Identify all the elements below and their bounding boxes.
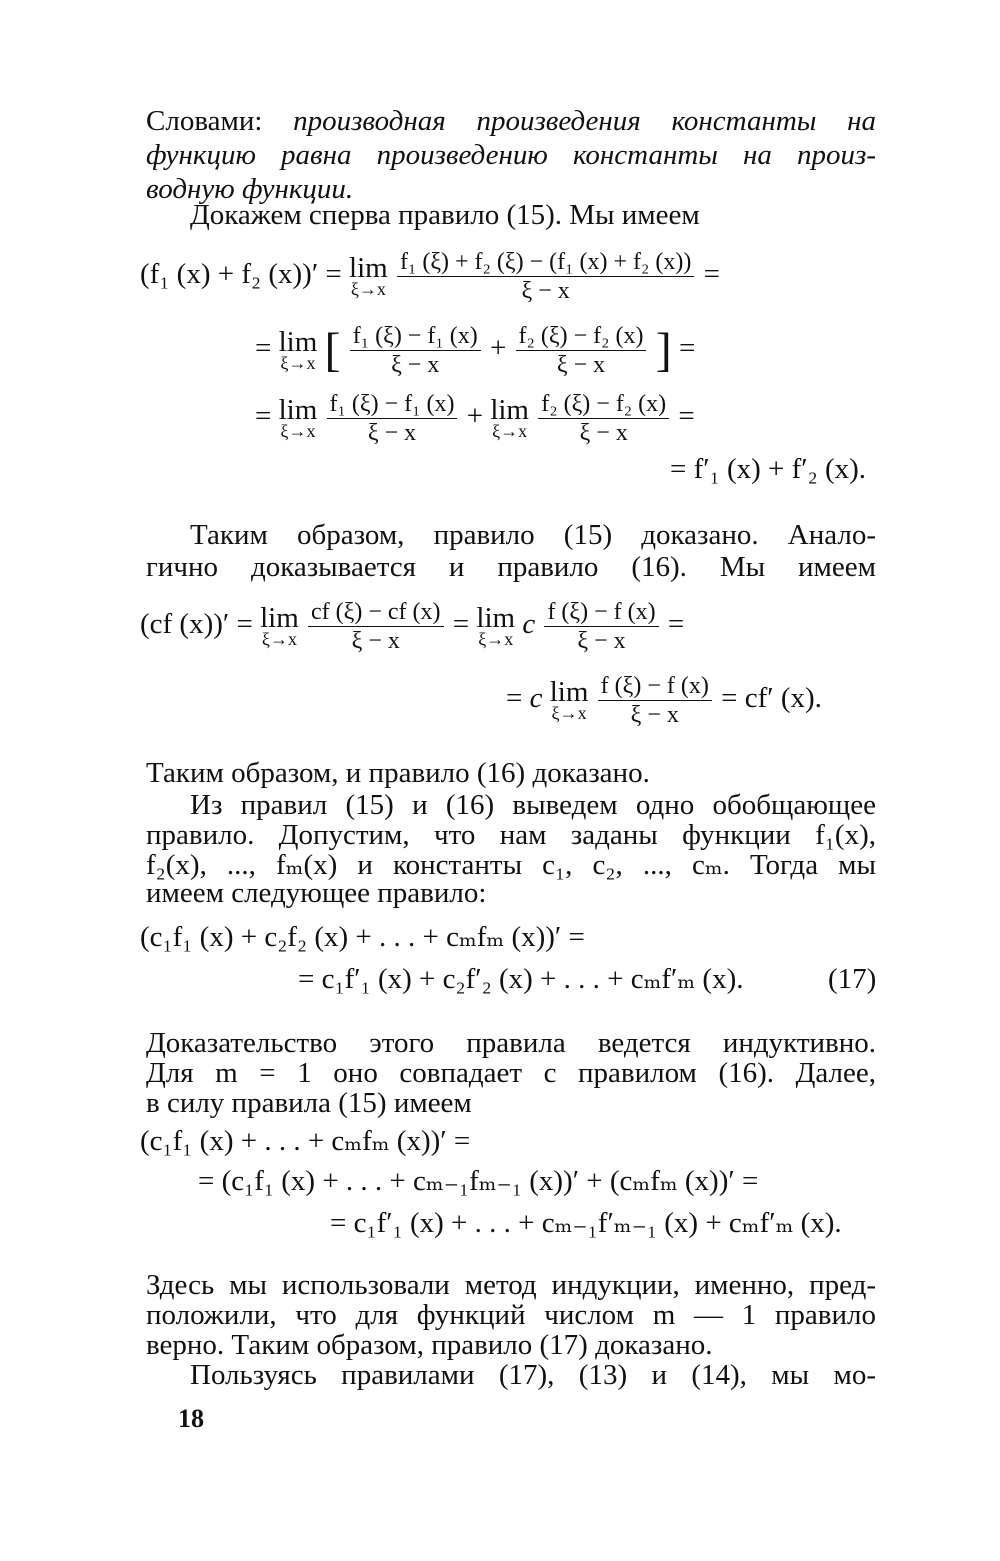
- text-line: гично доказывается и правило (16). Мы имеем: [146, 551, 876, 583]
- equation-sum-rule-line1: (f₁ (x) + f₂ (x))′ = lim ξ→x $\frac{\text{f₁ (ξ) + f₂ (ξ) − (f₁ (x) + f₂ (x))}}{\xi - x}$ =: [140, 249, 720, 304]
- text-line: Из правил (15) и (16) выведем одно обобщающее: [190, 789, 876, 821]
- text-line: Докажем сперва правило (15). Мы имеем: [190, 199, 700, 231]
- text-line: Таким образом, и правило (16) доказано.: [146, 757, 650, 789]
- text-line: имеем следующее правило:: [146, 877, 487, 909]
- text-line: f₂(x), ..., fₘ(x) и константы c₁, c₂, ..., cₘ. Тогда мы: [146, 849, 876, 881]
- text-line: Доказательство этого правила ведется индуктивно.: [146, 1027, 876, 1059]
- equation-induction-line1: (c₁f₁ (x) + . . . + cₘfₘ (x))′ =: [140, 1125, 471, 1157]
- equation-induction-line2: = (c₁f₁ (x) + . . . + cₘ₋₁fₘ₋₁ (x))′ + (cₘfₘ (x))′ =: [198, 1165, 759, 1197]
- equation-17-line1: (c₁f₁ (x) + c₂f₂ (x) + . . . + cₘfₘ (x))′ =: [140, 921, 585, 953]
- text-line: положили, что для функций числом m — 1 правило: [146, 1299, 876, 1331]
- limit-operator: lim ξ→x: [349, 251, 388, 299]
- text-line: Здесь мы использовали метод индукции, именно, пред-: [146, 1269, 876, 1301]
- fraction: $\frac{\text{f₁ (ξ) + f₂ (ξ) − (f₁ (x) + f₂ (x))}}{\xi - x}$: [397, 248, 694, 305]
- text-line: Для m = 1 оно совпадает с правилом (16). Далее,: [146, 1057, 876, 1089]
- text-line: в силу правила (15) имеем: [146, 1087, 472, 1119]
- page-number: 18: [178, 1404, 204, 1433]
- text-line: водную функции.: [146, 173, 354, 205]
- equation-17-line2: = c₁f′₁ (x) + c₂f′₂ (x) + . . . + cₘf′ₘ (x).: [298, 963, 744, 995]
- text-line: верно. Таким образом, правило (17) доказано.: [146, 1329, 713, 1361]
- text-line: Пользуясь правилами (17), (13) и (14), мы мо-: [190, 1359, 876, 1391]
- text-line: Таким образом, правило (15) доказано. Анало-: [190, 519, 876, 551]
- equation-constant-rule-line1: (cf (x))′ = lim ξ→x $\frac{cf (\xi) - cf (x)}{\xi - x}$ = lim ξ→x c $\frac{f (\xi) - f (x)}{\xi - x}$ =: [140, 599, 685, 654]
- equation-sum-rule-line3: = lim ξ→x $\frac{\text{f₁ (ξ) − f₁ (x)}}{\xi - x}$ + lim ξ→x $\frac{\text{f₂ (ξ) − f₂ (x)}}{\xi - x}$ =: [255, 391, 695, 446]
- text-line: функцию равна произведению константы на произ-: [146, 139, 876, 171]
- text-line: Словами: производная произведения константы на: [146, 105, 876, 137]
- equation-sum-rule-line2: = lim ξ→x [ $\frac{\text{f₁ (ξ) − f₁ (x)}}{\xi - x}$ + $\frac{\text{f₂ (ξ) − f₂ (x)}}{\xi - x}$ ] =: [255, 323, 696, 378]
- equation-sum-rule-result: = f′₁ (x) + f′₂ (x).: [670, 453, 867, 485]
- equation-induction-line3: = c₁f′₁ (x) + . . . + cₘ₋₁f′ₘ₋₁ (x) + cₘf′ₘ (x).: [330, 1207, 842, 1239]
- equation-constant-rule-line2: = c lim ξ→x $\frac{f (\xi) - f (x)}{\xi - x}$ = cf′ (x).: [506, 673, 822, 728]
- equation-number: (17): [828, 963, 877, 995]
- text-line: правило. Допустим, что нам заданы функции f₁(x),: [146, 819, 876, 851]
